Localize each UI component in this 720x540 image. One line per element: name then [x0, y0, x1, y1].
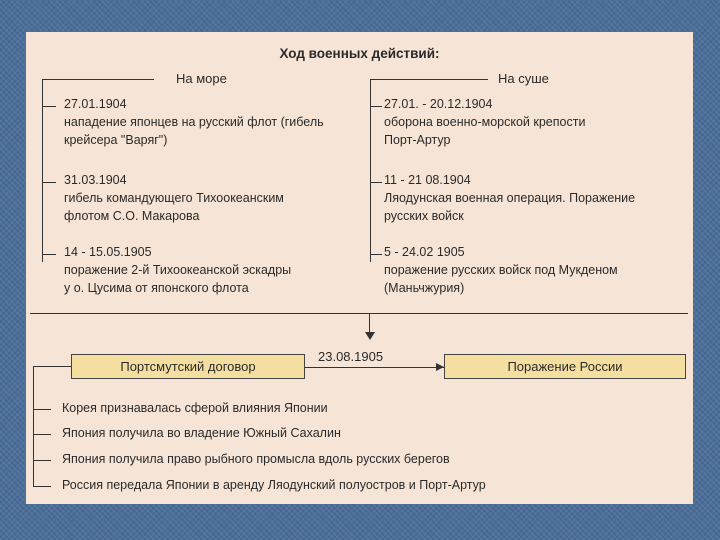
- treaty-date: 23.08.1905: [318, 349, 384, 364]
- term-2: Япония получила во владение Южный Сахалин: [62, 426, 341, 440]
- sea-event-3-line-1: поражение 2-й Тихоокеанской эскадры: [64, 263, 292, 277]
- treaty-arrow-right-icon: [436, 363, 444, 371]
- sea-tick-2: [42, 182, 56, 183]
- land-event-1-date: 27.01. - 20.12.1904: [384, 97, 493, 111]
- term-1: Корея признавалась сферой влияния Японии: [62, 401, 328, 415]
- sea-event-1-line-1: нападение японцев на русский флот (гибель: [64, 115, 324, 129]
- slide-title: Ход военных действий:: [279, 46, 440, 61]
- sea-event-2-line-1: гибель командующего Тихоокеанским: [64, 191, 284, 205]
- land-tick-1: [370, 106, 382, 107]
- land-event-3-line-1: поражение русских войск под Мукденом: [384, 263, 618, 277]
- sea-tick-1: [42, 106, 56, 107]
- terms-tick-2: [33, 434, 51, 435]
- sea-event-2-line-2: флотом С.О. Макарова: [64, 209, 200, 223]
- terms-tick-3: [33, 460, 51, 461]
- land-event-1-line-2: Порт-Артур: [384, 133, 451, 147]
- outcome-box: Поражение России: [444, 354, 686, 379]
- treaty-box: Портсмутский договор: [71, 354, 305, 379]
- land-event-2-line-2: русских войск: [384, 209, 464, 223]
- land-event-1-line-1: оборона военно-морской крепости: [384, 115, 586, 129]
- divider-line: [30, 313, 688, 314]
- sea-event-1-date: 27.01.1904: [64, 97, 127, 111]
- sea-event-1-line-2: крейсера "Варяг"): [64, 133, 168, 147]
- land-bracket-top: [370, 79, 488, 80]
- land-tick-2: [370, 182, 382, 183]
- sea-tick-3: [42, 254, 56, 255]
- term-4: Россия передала Японии в аренду Ляодунский полуостров и Порт-Артур: [62, 478, 486, 492]
- sea-event-2-date: 31.03.1904: [64, 173, 127, 187]
- down-arrow-head-icon: [365, 332, 375, 340]
- sea-event-3-date: 14 - 15.05.1905: [64, 245, 152, 259]
- terms-tick-4: [33, 486, 51, 487]
- land-event-3-date: 5 - 24.02 1905: [384, 245, 465, 259]
- sea-bracket-top: [42, 79, 154, 80]
- term-3: Япония получила право рыбного промысла вдоль русских берегов: [62, 452, 450, 466]
- land-event-2-line-1: Ляодунская военная операция. Поражение: [384, 191, 636, 205]
- terms-bracket-top: [33, 366, 71, 367]
- land-event-2-date: 11 - 21 08.1904: [384, 173, 471, 187]
- sea-event-3-line-2: у о. Цусима от японского флота: [64, 281, 249, 295]
- land-event-3-line-2: (Маньчжурия): [384, 281, 465, 295]
- land-heading: На суше: [498, 71, 549, 86]
- terms-tick-1: [33, 409, 51, 410]
- sea-heading: На море: [176, 71, 227, 86]
- terms-bracket-vertical: [33, 366, 34, 487]
- down-arrow-shaft: [369, 314, 370, 334]
- treaty-connector-left: [304, 367, 446, 368]
- land-tick-3: [370, 254, 382, 255]
- slide: [26, 32, 693, 504]
